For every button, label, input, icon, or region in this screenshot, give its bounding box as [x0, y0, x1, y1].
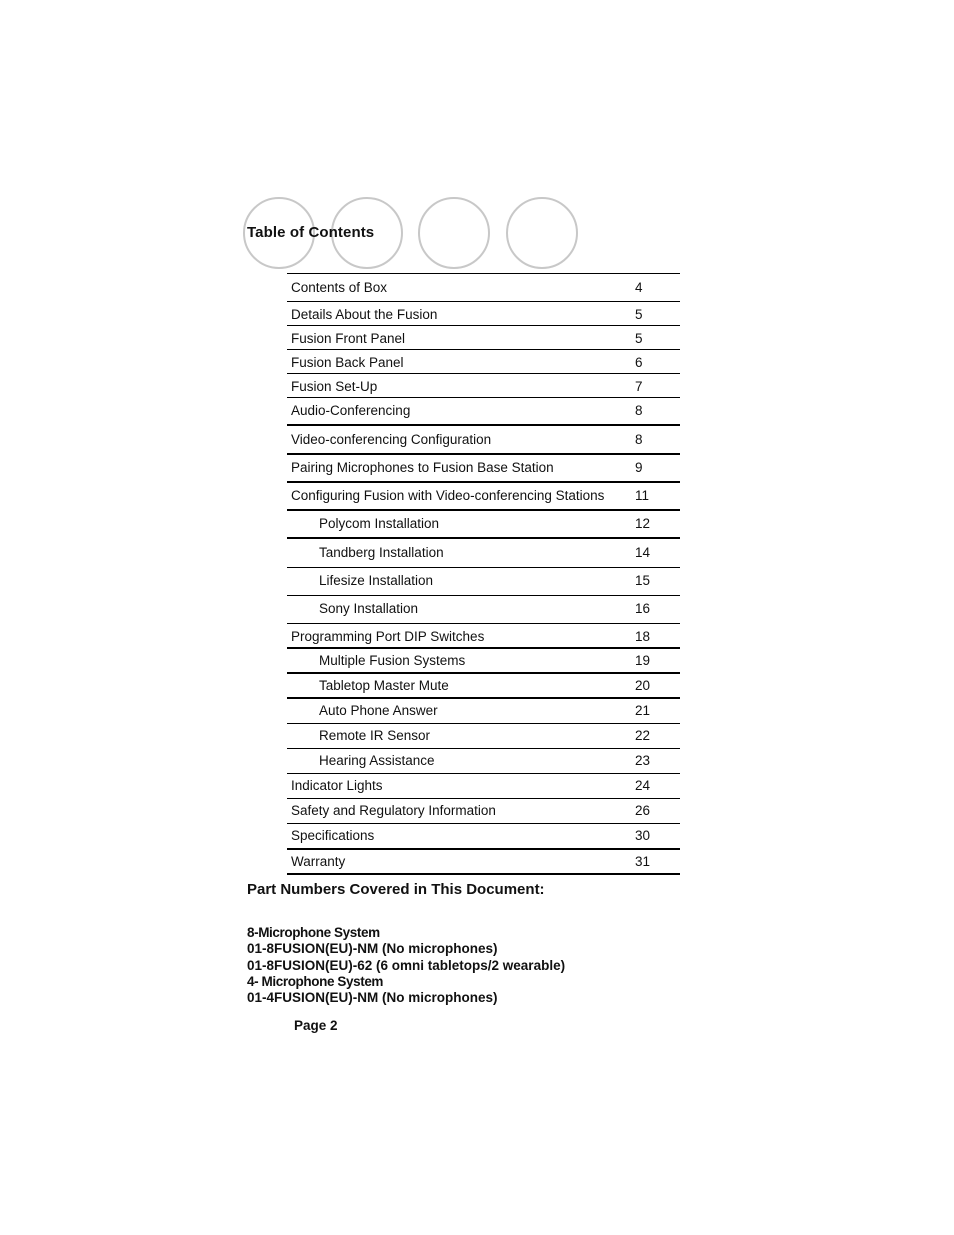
toc-entry-label: Audio-Conferencing: [291, 403, 411, 418]
toc-row[interactable]: [287, 624, 680, 649]
toc-entry-label: Configuring Fusion with Video-conferencing Stations: [291, 488, 605, 503]
toc-entry-label: Programming Port DIP Switches: [291, 629, 485, 644]
toc-row[interactable]: [287, 302, 680, 326]
toc-entry-label: Lifesize Installation: [319, 573, 434, 588]
toc-entry-label: Contents of Box: [291, 280, 388, 295]
toc-row[interactable]: [287, 724, 680, 749]
toc-entry-label: Video-conferencing Configuration: [291, 432, 492, 447]
toc-entry-label: Fusion Set-Up: [291, 379, 378, 394]
toc-row[interactable]: [287, 274, 680, 302]
toc-row[interactable]: [287, 426, 680, 455]
toc-entry-page: 6: [635, 355, 643, 370]
part-number: 01-4FUSION(EU)-NM (No microphones): [247, 990, 498, 1006]
toc-entry-page: 12: [635, 516, 651, 531]
toc-entry-label: Specifications: [291, 828, 375, 843]
toc-row[interactable]: [287, 699, 680, 724]
toc-row[interactable]: [287, 850, 680, 875]
system-group-title: 4- Microphone System: [247, 973, 384, 989]
decorative-circle: [418, 197, 490, 269]
toc-entry-label: Hearing Assistance: [319, 753, 435, 768]
toc-entry-label: Warranty: [291, 854, 346, 869]
toc-entry-label: Multiple Fusion Systems: [319, 653, 466, 668]
toc-row[interactable]: [287, 774, 680, 799]
toc-entry-page: 30: [635, 828, 651, 843]
toc-entry-label: Fusion Front Panel: [291, 331, 406, 346]
toc-entry-page: 4: [635, 280, 643, 295]
toc-row[interactable]: [287, 455, 680, 483]
toc-row[interactable]: [287, 568, 680, 596]
toc-entry-page: 8: [635, 432, 643, 447]
toc-entry-page: 22: [635, 728, 651, 743]
part-number: 01-8FUSION(EU)-NM (No microphones): [247, 941, 498, 957]
toc-row[interactable]: [287, 398, 680, 426]
toc-entry-label: Indicator Lights: [291, 778, 383, 793]
toc-row[interactable]: [287, 483, 680, 511]
toc-entry-label: Sony Installation: [319, 601, 419, 616]
system-group-title: 8-Microphone System: [247, 925, 380, 940]
toc-entry-label: Tabletop Master Mute: [319, 678, 449, 693]
toc-entry-page: 15: [635, 573, 651, 588]
toc-entry-page: 19: [635, 653, 651, 668]
toc-row[interactable]: [287, 649, 680, 674]
part-numbers-list: [247, 925, 565, 1006]
part-number: 01-8FUSION(EU)-62 (6 omni tabletops/2 wearable): [247, 957, 566, 973]
toc-entry-page: 23: [635, 753, 651, 768]
toc-entry-label: Polycom Installation: [319, 516, 440, 531]
toc-entry-label: Remote IR Sensor: [319, 728, 431, 743]
toc-entry-page: 20: [635, 678, 651, 693]
toc-entry-page: 16: [635, 601, 651, 616]
toc-entry-page: 18: [635, 629, 651, 644]
toc-entry-label: Auto Phone Answer: [319, 703, 438, 718]
toc-entry-label: Pairing Microphones to Fusion Base Station: [291, 460, 554, 475]
toc-entry-page: 14: [635, 545, 651, 560]
toc-entry-label: Fusion Back Panel: [291, 355, 404, 370]
toc-entry-page: 5: [635, 307, 643, 322]
toc-row[interactable]: [287, 674, 680, 699]
toc-entry-label: Details About the Fusion: [291, 307, 438, 322]
page-number: Page 2: [294, 1018, 338, 1033]
toc-entry-page: 5: [635, 331, 643, 346]
part-numbers-heading: Part Numbers Covered in This Document:: [247, 881, 545, 898]
toc-row[interactable]: [287, 799, 680, 824]
toc-entry-page: 7: [635, 379, 643, 394]
toc-row[interactable]: [287, 596, 680, 624]
toc-row[interactable]: [287, 749, 680, 774]
toc-row[interactable]: [287, 326, 680, 350]
toc-row[interactable]: [287, 374, 680, 398]
toc-entry-page: 26: [635, 803, 651, 818]
toc-entry-label: Safety and Regulatory Information: [291, 803, 496, 818]
toc-row[interactable]: [287, 824, 680, 850]
toc-row[interactable]: [287, 350, 680, 374]
toc-heading: Table of Contents: [247, 224, 375, 241]
toc-entry-page: 9: [635, 460, 643, 475]
toc-entry-label: Tandberg Installation: [319, 545, 444, 560]
toc-table: [287, 273, 680, 875]
decorative-circle: [506, 197, 578, 269]
toc-entry-page: 11: [635, 488, 650, 503]
toc-entry-page: 24: [635, 778, 651, 793]
toc-row[interactable]: [287, 511, 680, 539]
toc-entry-page: 21: [635, 703, 651, 718]
toc-entry-page: 31: [635, 854, 651, 869]
toc-entry-page: 8: [635, 403, 643, 418]
toc-row[interactable]: [287, 539, 680, 568]
